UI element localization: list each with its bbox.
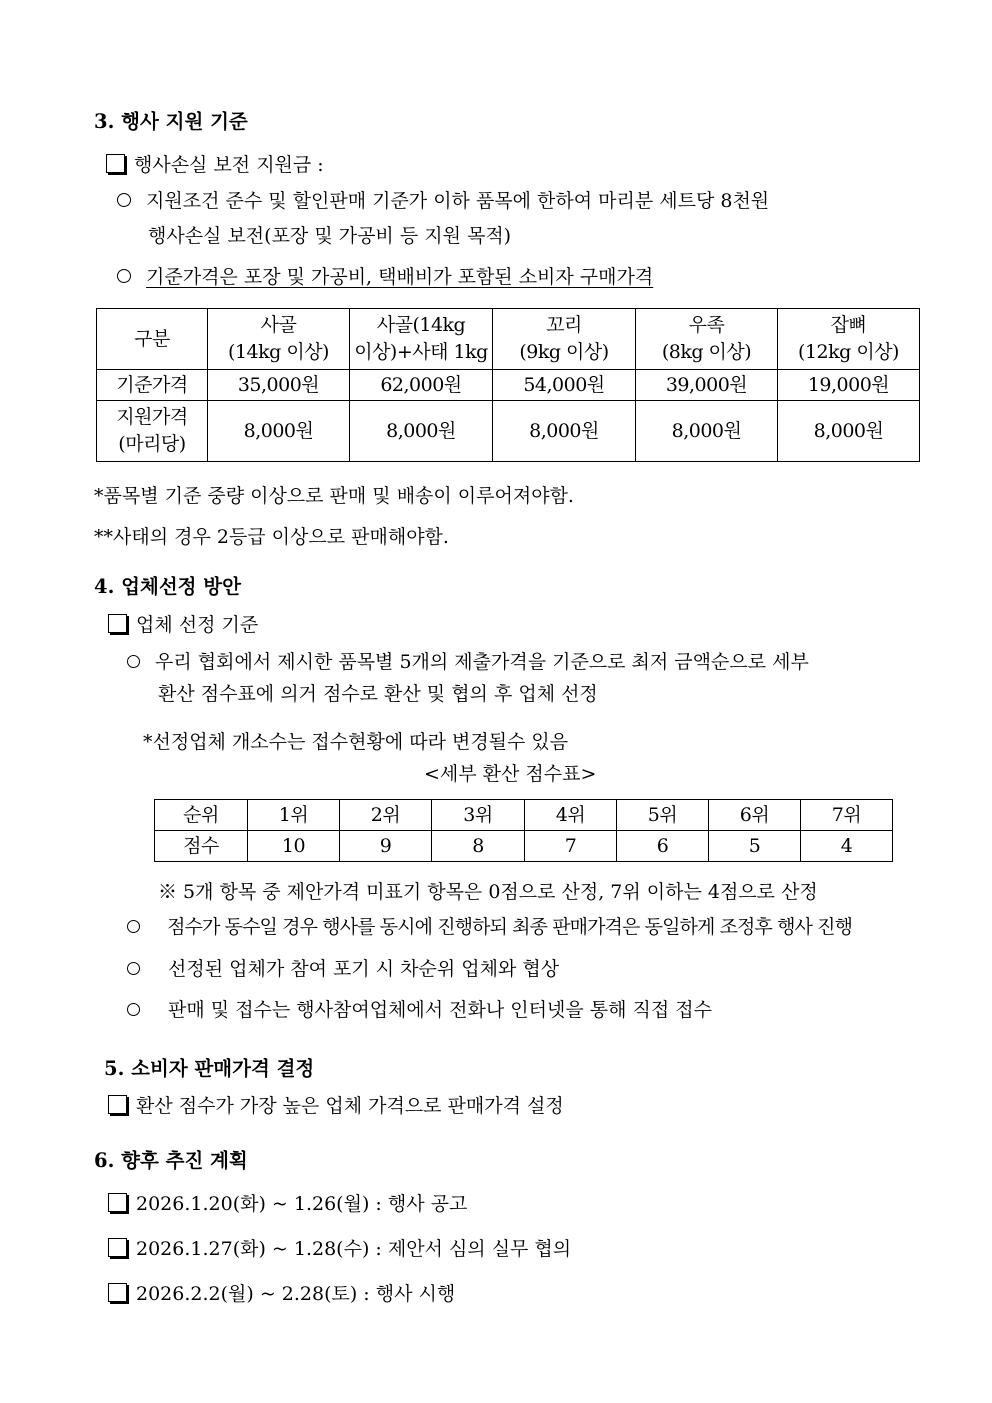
section-3-sub-price: 기준가격은 포장 및 가공비, 택배비가 포함된 소비자 구매가격 — [117, 262, 653, 289]
rank-row — [155, 800, 893, 831]
rank-cell: 5위 — [617, 800, 709, 831]
score-table-title: <세부 환산 점수표> — [424, 763, 597, 785]
rank-label-cell: 순위 — [155, 800, 248, 831]
support-price-row — [97, 401, 920, 462]
checkbox-square-icon — [108, 1095, 127, 1114]
score-cell: 7 — [525, 831, 617, 862]
column-header-cell: 잡뼈 (12kg 이상) — [778, 309, 920, 370]
score-reference-note: ※ 5개 항목 중 제안가격 미표기 항목은 0점으로 산정, 7위 이하는 4점으로 산정 — [158, 881, 818, 903]
row-label-cell: 지원가격 (마리당) — [97, 401, 208, 462]
section-4-bullet-tie: 점수가 동수일 경우 행사를 동시에 진행하되 최종 판매가격은 동일하게 조정후 행사 진행 — [127, 912, 852, 939]
circle-bullet-icon — [117, 193, 131, 207]
circle-bullet-icon — [117, 269, 131, 283]
circle-bullet-icon — [127, 655, 140, 668]
column-header-cell: 우족 (8kg 이상) — [636, 309, 778, 370]
table-cell: 8,000원 — [208, 401, 350, 462]
circle-bullet-icon — [127, 1003, 140, 1016]
score-cell: 8 — [432, 831, 525, 862]
table-cell: 8,000원 — [350, 401, 493, 462]
table-cell: 8,000원 — [636, 401, 778, 462]
checkbox-square-icon — [106, 154, 125, 173]
score-cell: 10 — [248, 831, 340, 862]
rank-cell: 3위 — [432, 800, 525, 831]
table-cell: 19,000원 — [778, 370, 920, 401]
table-cell: 54,000원 — [493, 370, 636, 401]
table-cell: 8,000원 — [493, 401, 636, 462]
column-header-cell: 꼬리 (9kg 이상) — [493, 309, 636, 370]
score-label-cell: 점수 — [155, 831, 248, 862]
section-4-note: *선정업체 개소수는 접수현황에 따라 변경될수 있음 — [143, 731, 569, 753]
score-cell: 6 — [617, 831, 709, 862]
price-table — [96, 308, 920, 462]
section-4-title: 4. 업체선정 방안 — [94, 575, 241, 598]
checkbox-square-icon — [108, 1238, 127, 1257]
section-3-note-2: **사태의 경우 2등급 이상으로 판매해야함. — [94, 526, 449, 548]
checkbox-square-icon — [108, 1193, 127, 1212]
table-cell: 39,000원 — [636, 370, 778, 401]
rank-cell: 6위 — [709, 800, 801, 831]
section-5-item: 환산 점수가 가장 높은 업체 가격으로 판매가격 설정 — [108, 1091, 564, 1118]
circle-bullet-icon — [127, 920, 140, 933]
header-label-cell: 구분 — [97, 309, 208, 370]
score-cell: 4 — [801, 831, 893, 862]
column-header-cell: 사골(14kg 이상)+사태 1kg — [350, 309, 493, 370]
price-table-header-row — [97, 309, 920, 370]
table-cell: 62,000원 — [350, 370, 493, 401]
column-header-cell: 사골 (14kg 이상) — [208, 309, 350, 370]
score-table — [154, 799, 893, 862]
section-4-sub-method: 우리 협회에서 제시한 품목별 5개의 제출가격을 기준으로 최저 금액순으로 세부 — [127, 647, 809, 674]
circle-bullet-icon — [127, 962, 140, 975]
checkbox-square-icon — [108, 614, 127, 633]
score-row — [155, 831, 893, 862]
score-cell: 5 — [709, 831, 801, 862]
rank-cell: 7위 — [801, 800, 893, 831]
row-label-cell: 기준가격 — [97, 370, 208, 401]
schedule-item: 2026.1.20(화) ~ 1.26(월) : 행사 공고 — [108, 1189, 467, 1216]
section-3-note-1: *품목별 기준 중량 이상으로 판매 및 배송이 이루어져야함. — [94, 485, 574, 507]
section-5-title: 5. 소비자 판매가격 결정 — [104, 1057, 315, 1080]
section-4-item-criteria: 업체 선정 기준 — [108, 610, 258, 637]
score-cell: 9 — [340, 831, 432, 862]
rank-cell: 2위 — [340, 800, 432, 831]
section-4-bullet-forfeit: 선정된 업체가 참여 포기 시 차순위 업체와 협상 — [127, 954, 559, 981]
rank-cell: 4위 — [525, 800, 617, 831]
section-4-sub-method-line2: 환산 점수표에 의거 점수로 환산 및 협의 후 업체 선정 — [158, 683, 598, 705]
section-3-title: 3. 행사 지원 기준 — [94, 110, 248, 133]
table-cell: 8,000원 — [778, 401, 920, 462]
section-6-title: 6. 향후 추진 계획 — [94, 1149, 248, 1172]
rank-cell: 1위 — [248, 800, 340, 831]
section-3-sub-condition-line2: 행사손실 보전(포장 및 가공비 등 지원 목적) — [148, 225, 512, 247]
section-3-item-support: 행사손실 보전 지원금 : — [106, 150, 324, 177]
checkbox-square-icon — [108, 1283, 127, 1302]
section-3-sub-condition: 지원조건 준수 및 할인판매 기준가 이하 품목에 한하여 마리분 세트당 8천원 — [117, 186, 769, 213]
schedule-item: 2026.2.2(월) ~ 2.28(토) : 행사 시행 — [108, 1279, 455, 1306]
table-cell: 35,000원 — [208, 370, 350, 401]
schedule-item: 2026.1.27(화) ~ 1.28(수) : 제안서 심의 실무 협의 — [108, 1234, 571, 1261]
section-4-bullet-reception: 판매 및 접수는 행사참여업체에서 전화나 인터넷을 통해 직접 접수 — [127, 995, 712, 1022]
base-price-row — [97, 370, 920, 401]
